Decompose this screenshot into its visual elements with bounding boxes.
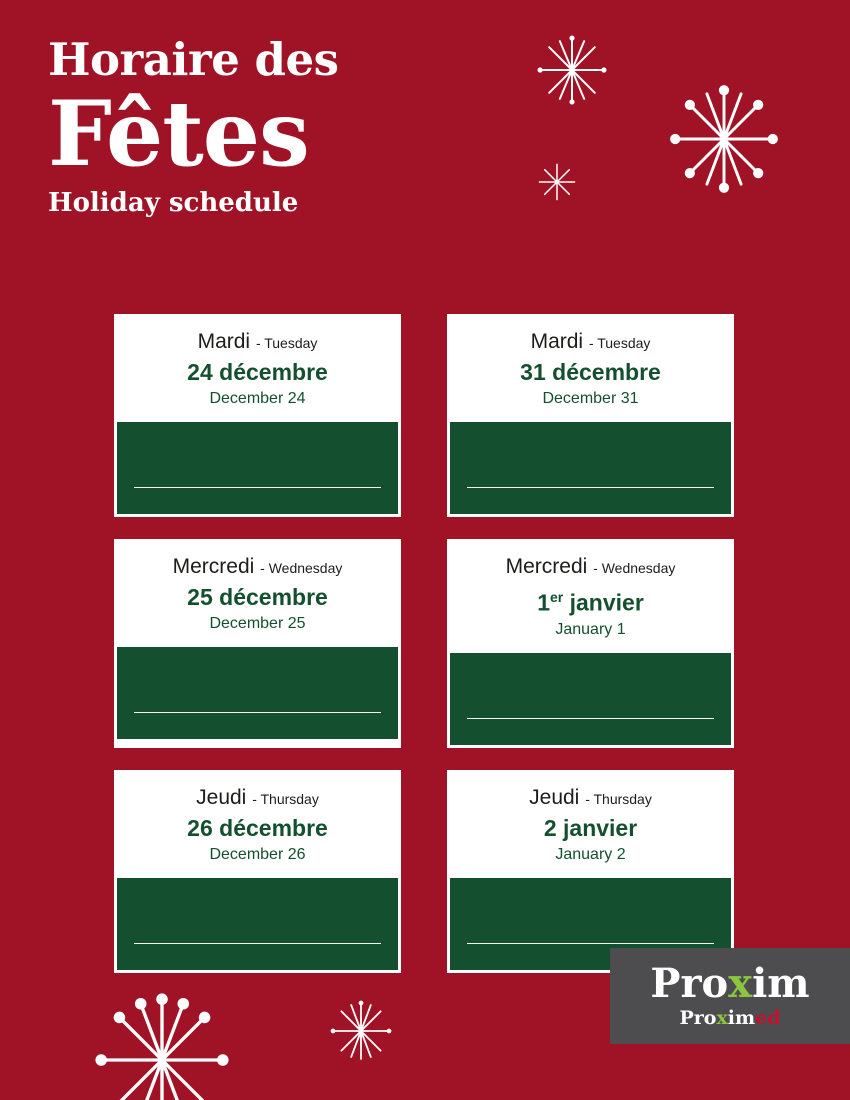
card-date-en: December 31 — [542, 390, 639, 407]
schedule-card — [447, 314, 734, 517]
card-date-en: January 1 — [555, 620, 626, 638]
card-header — [117, 317, 398, 422]
card-write-line — [134, 943, 381, 944]
card-day-fr: Mercredi — [505, 555, 588, 578]
card-hours-area[interactable] — [117, 878, 398, 970]
snowflake-icon — [534, 32, 610, 108]
card-header — [117, 773, 398, 878]
schedule-card — [114, 314, 401, 517]
subbrand-im: im — [727, 1007, 756, 1029]
card-date-en: December 26 — [209, 845, 306, 863]
card-day-fr: Mardi — [197, 330, 251, 353]
card-header — [117, 542, 398, 647]
logo-im: im — [752, 960, 810, 1007]
card-day-en: - Tuesday — [255, 335, 318, 351]
card-write-line — [467, 943, 714, 944]
snowflake-icon — [326, 996, 396, 1066]
schedule-card — [447, 539, 734, 748]
card-row-2 — [114, 539, 734, 748]
card-day-fr: Mercredi — [172, 555, 255, 578]
proxim-logo-box — [610, 948, 850, 1044]
card-date-en: December 25 — [209, 615, 306, 632]
card-day-fr: Jeudi — [196, 785, 247, 809]
snowflake-icon — [86, 984, 238, 1100]
card-day-fr: Mardi — [530, 330, 584, 353]
row-spacer — [114, 748, 734, 770]
card-date-month: janvier — [563, 589, 644, 616]
card-day-en: - Thursday — [252, 790, 319, 807]
proxim-logo-wordmark — [650, 960, 810, 1007]
card-day-en: - Wednesday — [260, 560, 343, 576]
card-row-3 — [114, 770, 734, 973]
card-day-line — [123, 554, 392, 581]
card-header — [450, 317, 731, 422]
card-day-line — [456, 329, 725, 356]
row-spacer — [114, 517, 734, 539]
card-day-fr: Jeudi — [529, 785, 580, 809]
card-day-en: - Thursday — [585, 790, 652, 807]
card-date-en: January 2 — [555, 845, 626, 863]
logo-pro: Pro — [650, 960, 729, 1007]
card-date-fr — [456, 582, 725, 618]
subbrand-ed: ed — [755, 1007, 781, 1029]
logo-x-icon: x — [728, 960, 753, 1007]
snowflake-icon — [535, 160, 579, 204]
card-day-en: - Wednesday — [593, 560, 676, 576]
card-hours-area[interactable] — [117, 422, 398, 514]
schedule-cards-grid — [114, 314, 734, 973]
card-date-number: 1 — [537, 589, 550, 616]
schedule-card — [447, 770, 734, 973]
card-hours-area[interactable] — [450, 653, 731, 745]
card-header — [450, 542, 731, 653]
card-date-fr: 26 décembre — [187, 814, 328, 841]
card-write-line — [134, 487, 381, 488]
card-day-en: - Tuesday — [588, 335, 651, 351]
snowflake-icon — [663, 78, 785, 200]
card-date-en: December 24 — [209, 390, 306, 407]
card-day-line — [456, 554, 725, 581]
card-write-line — [134, 712, 381, 713]
schedule-card — [114, 539, 401, 748]
schedule-card — [114, 770, 401, 973]
card-date-ordinal: er — [550, 589, 564, 605]
card-row-1 — [114, 314, 734, 517]
card-write-line — [467, 487, 714, 488]
poster-title-block — [48, 34, 338, 218]
card-date-fr: 25 décembre — [187, 584, 328, 610]
card-header — [450, 773, 731, 878]
card-day-line — [123, 329, 392, 356]
card-hours-area[interactable] — [117, 647, 398, 739]
card-hours-area[interactable] — [450, 422, 731, 514]
card-date-fr: 24 décembre — [187, 359, 328, 385]
card-day-line — [123, 785, 392, 812]
title-line-2: Fêtes — [48, 81, 309, 187]
title-line-1: Horaire des — [48, 33, 339, 86]
title-subtitle: Holiday schedule — [48, 188, 299, 218]
card-date-fr: 31 décembre — [520, 359, 661, 385]
card-day-line — [456, 785, 725, 812]
subbrand-x-icon: x — [716, 1007, 728, 1029]
card-write-line — [467, 718, 714, 719]
card-date-fr: 2 janvier — [543, 814, 638, 841]
subbrand-pro: Pro — [679, 1007, 717, 1029]
proximed-subbrand — [679, 1007, 780, 1029]
